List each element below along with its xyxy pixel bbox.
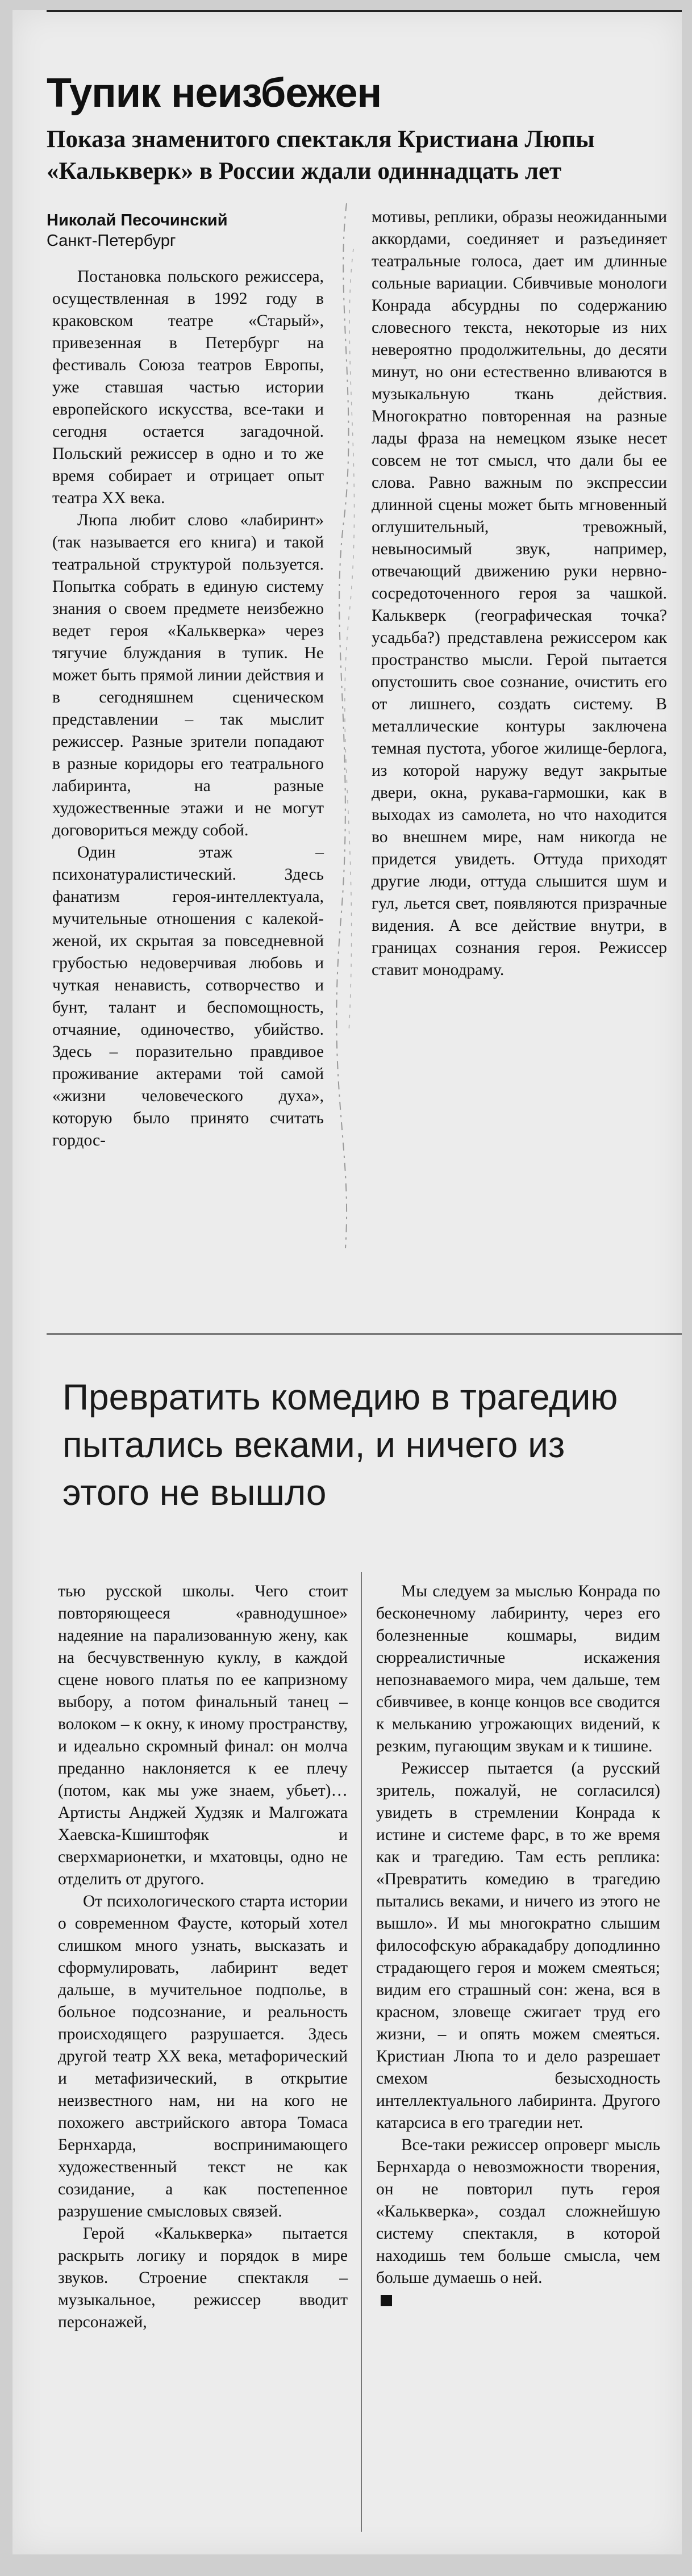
article-column-3 <box>58 1580 348 2334</box>
end-mark-icon <box>381 2295 392 2306</box>
article-column-1 <box>52 266 324 1152</box>
column-rule <box>361 1572 362 2532</box>
article-column-2 <box>372 206 667 981</box>
section-divider <box>47 1333 682 1335</box>
author-name: Николай Песочинский <box>47 211 228 229</box>
paragraph: Один этаж – психонатуралистический. Здесь фанатизм героя-интеллектуала, мучительные отношения с калекой-женой, их скрытая за повседневной грубостью недоверчивая любовь и чуткая ненависть, сотворчество и бунт, талант и беспомощность, отчаяние, одиночество, убийство. Здесь – поразительно правдивое проживание актерами той самой «жизни человеческого духа», которую было принято считать гордос- <box>52 843 324 1149</box>
paragraph: тью русской школы. Чего стоит повторяющееся «равнодушное» надеяние на парализованную жену, как на бесчувственную куклу, в каждой сцене нового платья по ее капризному выбору, а потом финальный танец – волоком – к окну, к иному пространству, и идеально скромный финал: он молча преданно наклоняется к ее плечу (потом, как мы уже знаем, убьет)… Артисты Анджей Худзяк и Малгожата Хаевска-Кшиштофяк и сверхмарионетки, и мхатовцы, одно не отделить от другого. <box>58 1582 348 1888</box>
paragraph: Герой «Калькверка» пытается раскрыть логику и порядок в мире звуков. Строение спектакля – музыкальное, режиссер вводит персонажей, <box>58 2224 348 2331</box>
dateline-city: Санкт-Петербург <box>47 232 176 250</box>
paragraph: мотивы, реплики, образы неожиданными аккордами, соединяет и разъединяет театральные голоса, дает им длинные сольные вариации. Сбивчивые монологи Конрада абсурдны по содержанию словесного текста, некоторые из них невероятно продолжительны, до десяти минут, но они естественно вливаются в музыкальную ткань действия. Многократно повторенная на разные лады фраза на немецком языке несет совсем не тот смысл, что дали бы ее слова. Равно важным по экспрессии длинной сцены может быть мгновенный оглушительный, тревожный, невыносимый звук, например, отвечающий движению руки нервно-сосредоточенного героя за чашкой. Калькверк (географическая точка? усадьба?) представлена режиссером как пространство мысли. Герой пытается опустошить свое сознание, очистить его от лишнего, создать систему. В металлические контуры заключена темная пустота, убогое жилище-берлога, из которой наружу ведут закрытые двери, окна, рукава-гармошки, как в выходах из самолета, но что находится во внешнем мире, нам никогда не придется увидеть. Оттуда приходят другие люди, оттуда слышится шум и гул, льется свет, появляются призрачные видения. А все действие внутри, в границах сознания героя. Режиссер ставит монодраму. <box>372 208 667 979</box>
paragraph: От психологического старта истории о современном Фаусте, который хотел слишком много узнать, высказать и сформулировать, лабиринт ведет дальше, в мучительное подполье, в больное подсознание, и реальность происходящего разрушается. Здесь другой театр ХХ века, метафорический и метафизический, в открытие неизвестного нам, ни на кого не похожего австрийского автора Томаса Бернхарда, воспринимающего художественный текст не как созидание, а как постепенное разрушение смысловых связей. <box>58 1892 348 2220</box>
paragraph: Все-таки режиссер опроверг мысль Бернхарда о невозможности творения, он не повторил путь героя «Калькверка», создал сложнейшую систему спектакля, в которой находишь тем больше смысла, чем больше думаешь о ней. <box>376 2136 660 2287</box>
pull-quote: Превратить комедию в трагедию пытались веками, и ничего из этого не вышло <box>62 1377 618 1513</box>
paragraph: Режиссер пытается (а русский зритель, пожалуй, не согласился) увидеть в стремлении Конрада к истине и системе фарс, в то же время как и трагедию. Там есть реплика: «Превратить комедию в трагедию пытались веками, и ничего из этого не вышло». И мы многократно слышим философскую абракадабру доподлинно страдающего героя и можем смеяться; видим его страшный сон: жена, вся в красном, зловеще сжигает труд его жизни, – и опять можем смеяться. Кристиан Люпа то и дело разрешает смехом безысходность интеллектуального лабиринта. Другого катарсиса в его трагедии нет. <box>376 1759 660 2132</box>
handwritten-margin-note <box>324 181 369 1260</box>
paragraph: Люпа любит слово «лабиринт» (так называется его книга) и такой театральной структурой пользуется. Попытка собрать в единую систему знания о своем предмете неизбежно ведет героя «Калькверка» через тягучие блуждания в тупик. Не может быть прямой линии действия и в сегодняшнем сценическом представлении – так мыслит режиссер. Разные зрители попадают в разные коридоры его театрального лабиринта, на разные художественные этажи и не могут договориться между собой. <box>52 511 324 839</box>
subheadline: Показа знаменитого спектакля Кристиана Люпы «Калькверк» в России ждали одиннадцать лет <box>47 126 595 185</box>
top-rule <box>47 10 682 12</box>
paragraph: Мы следуем за мыслью Конрада по бесконечному лабиринту, через его болезненные кошмары, видим сюрреалистичные искажения непознаваемого мира, чем дальше, тем сбивчивее, в конце концов все сводится к мельканию угрожающих видений, к резким, пугающим звукам и к тишине. <box>376 1582 660 1755</box>
newspaper-page <box>12 10 682 2554</box>
headline: Тупик неизбежен <box>47 70 382 116</box>
article-column-4 <box>376 1580 660 2311</box>
paragraph: Постановка польского режиссера, осуществленная в 1992 году в краковском театре «Старый», привезенная в Петербург на фестиваль Союза театров Европы, уже ставшая частью истории европейского искусства, все-таки и сегодня остается загадочной. Польский режиссер в одно и то же время собирает и отрицает опыт театра ХХ века. <box>52 267 324 507</box>
byline <box>47 210 308 251</box>
